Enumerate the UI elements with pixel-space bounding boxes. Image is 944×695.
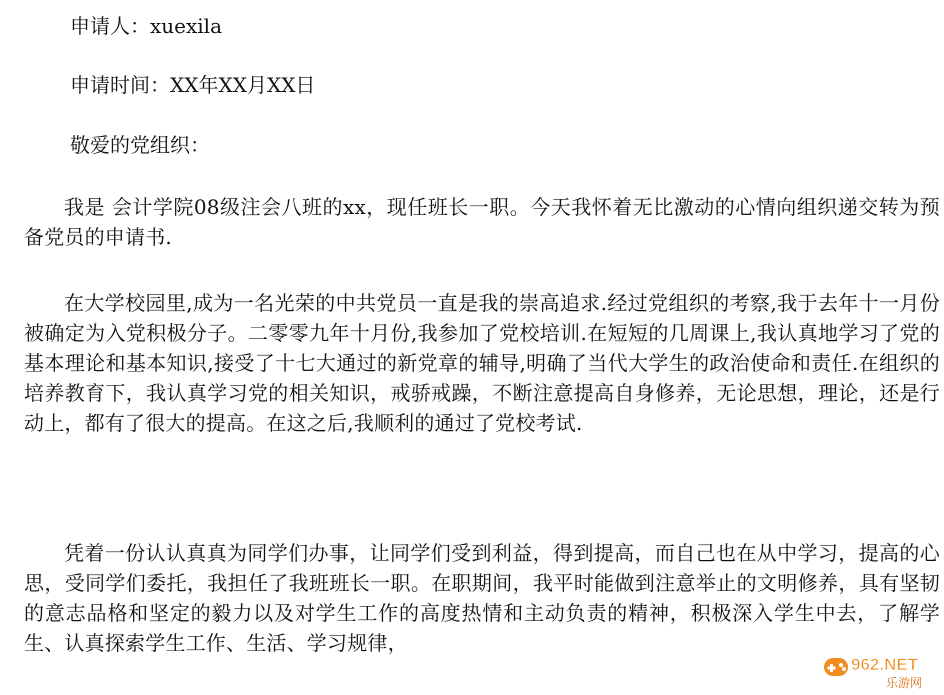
- watermark-main-text: 962.NET: [851, 655, 919, 674]
- salutation: 敬爱的党组织：: [70, 133, 210, 157]
- applicant-line: 申请人：xuexila: [70, 14, 222, 38]
- site-watermark: [820, 649, 938, 691]
- application-date-line: 申请时间：XX年XX月XX日: [70, 73, 316, 97]
- gamepad-icon: [824, 658, 848, 676]
- paragraph-2: 在大学校园里,成为一名光荣的中共党员一直是我的崇高追求.经过党组织的考察,我于去年十一月份被确定为入党积极分子。二零零九年十月份,我参加了党校培训.在短短的几周课上,我认真地学习了党的基本理论和基本知识,接受了十七大通过的新党章的辅导,明确了当代大学生的政治使命和责任.在组织的培养教育下，我认真学习党的相关知识，戒骄戒躁，不断注意提高自身修养，无论思想，理论，还是行动上，都有了很大的提高。在这之后,我顺利的通过了党校考试.: [24, 291, 940, 435]
- paragraph-3: 凭着一份认认真真为同学们办事，让同学们受到利益，得到提高，而自己也在从中学习，提高的心思，受同学们委托，我担任了我班班长一职。在职期间，我平时能做到注意举止的文明修养，具有坚韧的意志品格和坚定的毅力以及对学生工作的高度热情和主动负责的精神，积极深入学生中去，了解学生、认真探索学生工作、生活、学习规律，: [24, 541, 940, 655]
- watermark-sub-text: 乐游网: [886, 676, 923, 690]
- paragraph-1: 我是 会计学院08级注会八班的xx，现任班长一职。今天我怀着无比激动的心情向组织递交转为预备党员的申请书.: [24, 195, 940, 249]
